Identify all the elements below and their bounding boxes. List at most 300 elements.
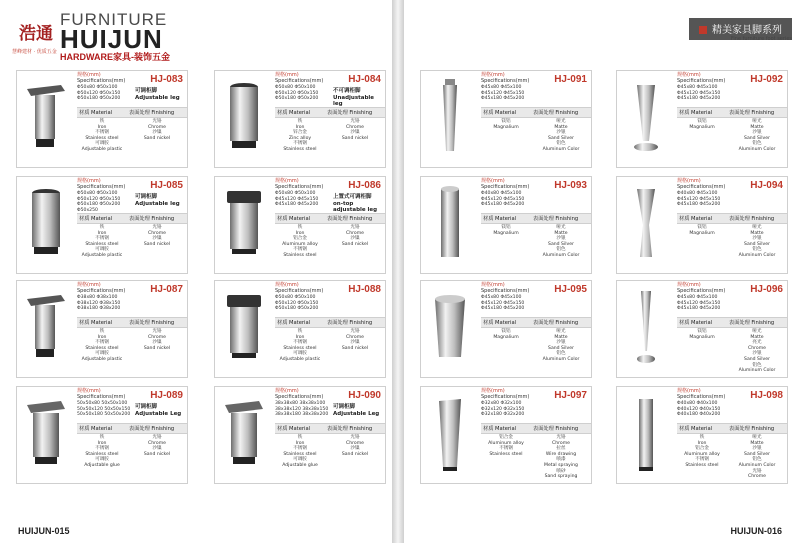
spec-dimension: Φ50x250 bbox=[77, 207, 98, 213]
table-header-band bbox=[275, 317, 385, 328]
product-name bbox=[135, 194, 187, 207]
finishing-list bbox=[531, 435, 591, 480]
brand-logo bbox=[16, 12, 56, 52]
material-line: 铝合金 bbox=[293, 236, 307, 242]
material-header: 材质 Material bbox=[277, 110, 311, 116]
spec-label-cn: 规格(mm) bbox=[481, 178, 505, 184]
spec-dimension: 50x50x180 50x50x200 bbox=[77, 412, 131, 418]
finishing-line: Sand nickel bbox=[143, 451, 171, 457]
finishing-header: 表面处理 Finishing bbox=[533, 110, 579, 116]
spec-dimension: Φ50x180 Φ50x200 bbox=[275, 96, 319, 102]
spec-dimension: Φ38x80 Φ38x100 bbox=[77, 295, 118, 300]
product-name-cn: 可调柜脚 bbox=[333, 404, 356, 410]
spec-dimension: Φ38x180 Φ38x200 bbox=[77, 306, 121, 312]
spec-label-cn: 规格(mm) bbox=[77, 388, 101, 394]
product-info bbox=[77, 71, 187, 167]
product-name-en: Unadjustable leg bbox=[333, 94, 374, 107]
table-header-band bbox=[481, 423, 591, 434]
product-card bbox=[616, 176, 788, 274]
finishing-line: 哑光 bbox=[556, 225, 566, 230]
spec-dimensions bbox=[77, 295, 141, 312]
material-line: Zinc alloy bbox=[288, 135, 312, 141]
material-line: Stainless steel bbox=[85, 345, 119, 351]
finishing-line: 沙镍 bbox=[152, 340, 162, 346]
material-header: 材质 Material bbox=[679, 216, 713, 222]
finishing-header: 表面处理 Finishing bbox=[729, 320, 775, 326]
product-info bbox=[481, 387, 591, 483]
spec-dimension: Φ45x180 Φ45x200 bbox=[481, 202, 525, 208]
material-line: Stainless steel bbox=[685, 462, 719, 468]
material-line: 可调胶 bbox=[293, 351, 307, 357]
furniture-leg-image bbox=[17, 387, 75, 483]
spec-dimension: Φ45x120 Φ45x150 bbox=[481, 90, 525, 96]
finishing-line: 沙银 bbox=[752, 130, 762, 136]
product-name-cn: 可调柜脚 bbox=[135, 194, 158, 200]
product-code: HJ-096 bbox=[750, 284, 783, 295]
finishing-line: 沙银 bbox=[556, 130, 566, 136]
spec-label-en: Specifications(mm) bbox=[677, 288, 726, 294]
finishing-line: 铝色 bbox=[752, 141, 762, 147]
spec-dimension: Φ45x120 Φ45x150 bbox=[677, 90, 721, 96]
finishing-header: 表面处理 Finishing bbox=[533, 426, 579, 432]
material-list bbox=[677, 119, 727, 130]
material-line: Iron bbox=[295, 440, 305, 446]
furniture-leg-image bbox=[421, 71, 479, 167]
product-card bbox=[16, 70, 188, 168]
finishing-list bbox=[325, 435, 385, 457]
spec-dimension: Φ45x180 Φ45x200 bbox=[275, 202, 319, 208]
spec-dimension: Φ50x120 Φ50x150 bbox=[275, 300, 319, 306]
spec-dimension: 38x38x180 38x38x200 bbox=[275, 412, 329, 418]
spec-dimension: Φ45x80 Φ45x100 bbox=[677, 295, 718, 300]
product-card bbox=[420, 70, 592, 168]
finishing-line: 沙银 bbox=[752, 446, 762, 452]
material-line: 不锈钢 bbox=[95, 236, 109, 242]
furniture-leg-image bbox=[215, 387, 273, 483]
furniture-leg-image bbox=[421, 387, 479, 483]
material-line: 铁 bbox=[297, 329, 303, 334]
finishing-line: Sand Silver bbox=[744, 356, 770, 362]
material-header: 材质 Material bbox=[79, 426, 113, 432]
spec-label-en: Specifications(mm) bbox=[481, 288, 530, 294]
material-line: 不锈钢 bbox=[293, 247, 307, 253]
finishing-line: 哑光 bbox=[752, 119, 762, 124]
material-line: Adjustable plastic bbox=[81, 252, 123, 258]
spec-dimension: Φ38x120 Φ38x150 bbox=[77, 300, 121, 306]
brand-furniture-text: FURNITURE bbox=[60, 10, 168, 29]
finishing-line: Aluminum Color bbox=[542, 356, 580, 362]
product-name-cn: 上置式可调柜脚 bbox=[333, 194, 372, 200]
finishing-line: 铝色 bbox=[752, 247, 762, 253]
finishing-line: 沙镍 bbox=[152, 236, 162, 242]
material-line: 可调胶 bbox=[95, 141, 109, 147]
furniture-leg-image bbox=[421, 281, 479, 377]
finishing-list bbox=[727, 435, 787, 480]
product-code: HJ-088 bbox=[348, 284, 381, 295]
finishing-line: 铝色 bbox=[556, 351, 566, 357]
spec-dimension: Φ45x120 Φ45x150 bbox=[481, 300, 525, 306]
spec-label-en: Specifications(mm) bbox=[275, 394, 324, 400]
finishing-line: Sand nickel bbox=[341, 135, 369, 141]
product-card bbox=[214, 280, 386, 378]
finishing-line: 拉丝 bbox=[556, 446, 566, 452]
spec-dimension: 38x38x80 38x38x100 bbox=[275, 401, 326, 406]
product-info bbox=[481, 71, 591, 167]
finishing-line: Sand nickel bbox=[341, 241, 369, 247]
spec-dimension: 50x50x80 50x50x100 bbox=[77, 401, 128, 406]
finishing-header: 表面处理 Finishing bbox=[129, 216, 175, 222]
furniture-leg-image bbox=[17, 71, 75, 167]
material-list bbox=[275, 225, 325, 259]
product-card bbox=[214, 386, 386, 484]
finishing-header: 表面处理 Finishing bbox=[729, 426, 775, 432]
logo-subtitle: 慧峰建材 · 优质五金 bbox=[12, 49, 57, 55]
product-code: HJ-086 bbox=[348, 180, 381, 191]
spec-label-cn: 规格(mm) bbox=[275, 388, 299, 394]
material-line: Aluminum alloy bbox=[282, 241, 318, 247]
material-line: 镁铝 bbox=[697, 119, 707, 124]
material-line: Adjustable plastic bbox=[279, 356, 321, 362]
spec-dimension: Φ40x80 Φ45x100 bbox=[677, 191, 718, 196]
table-header-band bbox=[77, 423, 187, 434]
material-line: Magnalium bbox=[493, 124, 519, 130]
finishing-header: 表面处理 Finishing bbox=[129, 320, 175, 326]
spec-dimensions bbox=[481, 295, 545, 312]
finishing-line: 沙银 bbox=[556, 340, 566, 346]
finishing-line: Sand Silver bbox=[548, 345, 574, 351]
brand-name: HUIJUN bbox=[60, 24, 163, 54]
material-list bbox=[481, 119, 531, 130]
material-list bbox=[677, 225, 727, 236]
material-line: Stainless steel bbox=[85, 241, 119, 247]
spec-label-en: Specifications(mm) bbox=[481, 184, 530, 190]
finishing-line: 光铬 bbox=[350, 329, 360, 334]
material-list bbox=[275, 329, 325, 363]
material-line: Iron bbox=[97, 334, 107, 340]
finishing-line: 光铬 bbox=[350, 435, 360, 440]
material-line: Iron bbox=[97, 440, 107, 446]
finishing-line: 沙银 bbox=[752, 351, 762, 357]
finishing-list bbox=[531, 225, 591, 259]
product-name-cn: 可调柜脚 bbox=[135, 404, 158, 410]
spec-label-en: Specifications(mm) bbox=[481, 394, 530, 400]
finishing-line: 哑光 bbox=[556, 329, 566, 334]
finishing-line: 铝色 bbox=[556, 247, 566, 253]
finishing-line: 铝色 bbox=[752, 362, 762, 368]
finishing-line: 光铬 bbox=[556, 435, 566, 440]
finishing-line: Chrome bbox=[147, 230, 167, 236]
material-line: Aluminum alloy bbox=[684, 451, 720, 457]
material-line: Iron bbox=[97, 230, 107, 236]
material-list bbox=[275, 435, 325, 469]
spec-dimension: Φ45x80 Φ45x100 bbox=[481, 85, 522, 90]
finishing-list bbox=[127, 329, 187, 351]
product-code: HJ-090 bbox=[348, 390, 381, 401]
product-code: HJ-091 bbox=[554, 74, 587, 85]
material-line: 不锈钢 bbox=[293, 340, 307, 346]
material-line: 铁 bbox=[297, 435, 303, 440]
furniture-leg-image bbox=[17, 177, 75, 273]
spec-dimension: Φ45x120 Φ45x150 bbox=[677, 300, 721, 306]
table-header-band bbox=[77, 213, 187, 224]
material-line: 可调胶 bbox=[95, 351, 109, 357]
finishing-line: Sand nickel bbox=[143, 135, 171, 141]
table-header-band bbox=[677, 107, 787, 118]
finishing-line: Chrome bbox=[147, 334, 167, 340]
finishing-line: 沙镍 bbox=[350, 236, 360, 242]
product-name bbox=[333, 88, 385, 108]
product-code: HJ-097 bbox=[554, 390, 587, 401]
material-line: 铁 bbox=[99, 119, 105, 124]
material-list bbox=[481, 225, 531, 236]
material-header: 材质 Material bbox=[277, 216, 311, 222]
product-info bbox=[275, 177, 385, 273]
product-card bbox=[420, 280, 592, 378]
spec-dimension: Φ45x80 Φ45x100 bbox=[481, 295, 522, 300]
furniture-leg-image bbox=[617, 177, 675, 273]
spec-dimension: Φ45x120 Φ45x150 bbox=[481, 196, 525, 202]
series-subtitle: Fine furniture foot series bbox=[730, 36, 792, 42]
finishing-line: 哑光 bbox=[752, 329, 762, 334]
finishing-list bbox=[127, 119, 187, 141]
finishing-line: 沙镍 bbox=[350, 340, 360, 346]
material-line: Stainless steel bbox=[85, 135, 119, 141]
spec-dimensions bbox=[275, 191, 339, 208]
material-line: 铁 bbox=[297, 225, 303, 230]
finishing-line: Chrome bbox=[345, 334, 365, 340]
table-header-band bbox=[481, 317, 591, 328]
finishing-header: 表面处理 Finishing bbox=[533, 320, 579, 326]
finishing-list bbox=[127, 435, 187, 457]
finishing-line: Metal spraying bbox=[544, 462, 578, 468]
product-info bbox=[677, 177, 787, 273]
spec-label-cn: 规格(mm) bbox=[77, 282, 101, 288]
table-header-band bbox=[275, 213, 385, 224]
finishing-header: 表面处理 Finishing bbox=[327, 426, 373, 432]
spec-dimensions bbox=[77, 401, 141, 418]
product-code: HJ-087 bbox=[150, 284, 183, 295]
finishing-line: Matte bbox=[750, 230, 764, 236]
product-code: HJ-092 bbox=[750, 74, 783, 85]
finishing-line: 光铬 bbox=[350, 119, 360, 124]
product-name bbox=[333, 404, 385, 417]
finishing-header: 表面处理 Finishing bbox=[129, 110, 175, 116]
finishing-line: Sand nickel bbox=[341, 345, 369, 351]
product-name-en: Adjustable leg bbox=[135, 200, 180, 207]
spec-label-cn: 规格(mm) bbox=[481, 282, 505, 288]
spec-dimensions bbox=[481, 191, 545, 208]
material-header: 材质 Material bbox=[483, 110, 517, 116]
spec-dimension: Φ40x80 Φ45x100 bbox=[481, 191, 522, 196]
spec-dimension: Φ45x180 Φ45x200 bbox=[481, 306, 525, 312]
spec-dimensions bbox=[677, 295, 741, 312]
material-line: Stainless steel bbox=[283, 345, 317, 351]
finishing-line: 光铬 bbox=[350, 225, 360, 230]
material-header: 材质 Material bbox=[79, 320, 113, 326]
finishing-line: Chrome bbox=[147, 440, 167, 446]
finishing-line: Matte bbox=[554, 124, 568, 130]
finishing-line: Chrome bbox=[345, 230, 365, 236]
spec-dimension: Φ32x180 Φ32x200 bbox=[481, 412, 525, 418]
table-header-band bbox=[275, 107, 385, 118]
product-code: HJ-089 bbox=[150, 390, 183, 401]
furniture-leg-image bbox=[617, 387, 675, 483]
finishing-line: 光铬 bbox=[152, 119, 162, 124]
series-title-text: 精美家具脚系列 bbox=[712, 25, 782, 36]
furniture-leg-image bbox=[215, 71, 273, 167]
material-header: 材质 Material bbox=[679, 110, 713, 116]
product-info bbox=[481, 177, 591, 273]
product-name-cn: 不可调柜脚 bbox=[333, 88, 361, 94]
material-header: 材质 Material bbox=[79, 216, 113, 222]
product-name bbox=[135, 404, 187, 417]
product-code: HJ-093 bbox=[554, 180, 587, 191]
material-line: Iron bbox=[295, 124, 305, 130]
material-line: Magnalium bbox=[493, 334, 519, 340]
material-line: 铁 bbox=[99, 225, 105, 230]
finishing-line: Aluminum Color bbox=[738, 252, 776, 258]
product-info bbox=[77, 387, 187, 483]
product-card bbox=[214, 176, 386, 274]
material-line: 镁铝 bbox=[501, 329, 511, 334]
material-line: 不锈钢 bbox=[293, 446, 307, 452]
spec-dimensions bbox=[275, 295, 339, 312]
finishing-line: Sand Silver bbox=[744, 241, 770, 247]
spec-label-en: Specifications(mm) bbox=[77, 288, 126, 294]
finishing-line: 亮光 bbox=[752, 340, 762, 346]
spec-label-en: Specifications(mm) bbox=[677, 78, 726, 84]
finishing-line: 沙银 bbox=[556, 236, 566, 242]
finishing-line: Matte bbox=[750, 334, 764, 340]
spec-label-en: Specifications(mm) bbox=[275, 184, 324, 190]
spec-label-cn: 规格(mm) bbox=[77, 178, 101, 184]
spec-dimension: Φ32x120 Φ32x150 bbox=[481, 406, 525, 412]
spec-label-cn: 规格(mm) bbox=[677, 388, 701, 394]
spec-label-cn: 规格(mm) bbox=[77, 72, 101, 78]
spec-dimension: Φ50x120 Φ50x150 bbox=[77, 196, 121, 202]
finishing-line: Aluminum Color bbox=[738, 462, 776, 468]
finishing-line: Chrome bbox=[345, 440, 365, 446]
material-line: Stainless steel bbox=[283, 252, 317, 258]
spec-label-cn: 规格(mm) bbox=[677, 178, 701, 184]
finishing-list bbox=[531, 119, 591, 153]
material-line: 铝合金 bbox=[499, 435, 513, 440]
finishing-list bbox=[727, 119, 787, 153]
finishing-line: 沙银 bbox=[752, 236, 762, 242]
finishing-line: 沙镍 bbox=[152, 446, 162, 452]
product-card bbox=[616, 280, 788, 378]
finishing-header: 表面处理 Finishing bbox=[729, 110, 775, 116]
material-line: 锌合金 bbox=[293, 130, 307, 136]
product-code: HJ-083 bbox=[150, 74, 183, 85]
finishing-header: 表面处理 Finishing bbox=[327, 216, 373, 222]
spec-dimension: Φ45x180 Φ45x200 bbox=[677, 96, 721, 102]
material-line: Iron bbox=[697, 440, 707, 446]
material-list bbox=[77, 329, 127, 363]
material-line: 镁铝 bbox=[501, 225, 511, 230]
product-name-en: Adjustable leg bbox=[135, 94, 180, 101]
product-info bbox=[77, 281, 187, 377]
material-header: 材质 Material bbox=[277, 426, 311, 432]
product-code: HJ-095 bbox=[554, 284, 587, 295]
table-header-band bbox=[77, 317, 187, 328]
finishing-line: Aluminum Color bbox=[542, 146, 580, 152]
spec-label-cn: 规格(mm) bbox=[677, 282, 701, 288]
finishing-header: 表面处理 Finishing bbox=[729, 216, 775, 222]
table-header-band bbox=[677, 423, 787, 434]
finishing-line: Chrome bbox=[747, 474, 767, 480]
finishing-line: Chrome bbox=[747, 345, 767, 351]
material-line: 不锈钢 bbox=[95, 446, 109, 452]
spec-dimensions bbox=[677, 85, 741, 102]
spec-dimension: Φ45x120 Φ45x150 bbox=[275, 196, 319, 202]
material-line: 可调胶 bbox=[293, 457, 307, 463]
spec-dimension: Φ50x80 Φ50x100 bbox=[77, 191, 118, 196]
furniture-leg-image bbox=[421, 177, 479, 273]
material-line: 可调胶 bbox=[95, 247, 109, 253]
finishing-line: 沙镍 bbox=[152, 130, 162, 136]
finishing-line: Chrome bbox=[147, 124, 167, 130]
finishing-list bbox=[727, 225, 787, 259]
finishing-header: 表面处理 Finishing bbox=[533, 216, 579, 222]
finishing-line: Aluminum Color bbox=[738, 146, 776, 152]
product-card bbox=[214, 70, 386, 168]
spec-dimension: Φ50x180 Φ50x200 bbox=[77, 96, 121, 102]
material-line: Iron bbox=[295, 230, 305, 236]
spec-dimension: Φ32x80 Φ32x100 bbox=[481, 401, 522, 406]
material-header: 材质 Material bbox=[483, 216, 517, 222]
material-line: Adjustable plastic bbox=[81, 146, 123, 152]
spec-dimensions bbox=[677, 191, 741, 208]
spec-dimensions bbox=[77, 191, 141, 213]
finishing-line: Matte bbox=[750, 440, 764, 446]
product-info bbox=[275, 281, 385, 377]
product-name bbox=[333, 194, 385, 214]
spec-dimensions bbox=[275, 401, 339, 418]
spec-dimension: 50x50x120 50x50x150 bbox=[77, 406, 131, 412]
material-line: Magnalium bbox=[689, 230, 715, 236]
material-header: 材质 Material bbox=[79, 110, 113, 116]
spec-dimension: Φ50x80 Φ50x100 bbox=[275, 191, 316, 196]
finishing-line: Matte bbox=[554, 334, 568, 340]
material-line: Iron bbox=[295, 334, 305, 340]
spec-label-cn: 规格(mm) bbox=[481, 388, 505, 394]
product-info bbox=[677, 387, 787, 483]
finishing-line: Sand nickel bbox=[143, 345, 171, 351]
finishing-list bbox=[325, 225, 385, 247]
furniture-leg-image bbox=[215, 177, 273, 273]
spec-dimension: Φ50x120 Φ50x150 bbox=[275, 90, 319, 96]
spec-dimension: Φ50x80 Φ50x100 bbox=[275, 295, 316, 300]
product-name-en: Adjustable Leg bbox=[333, 410, 380, 417]
material-line: 铁 bbox=[99, 435, 105, 440]
product-code: HJ-085 bbox=[150, 180, 183, 191]
material-line: Magnalium bbox=[493, 230, 519, 236]
left-page bbox=[0, 0, 392, 543]
product-info bbox=[677, 71, 787, 167]
finishing-line: Aluminum Color bbox=[738, 368, 776, 374]
finishing-line: 喷砂 bbox=[556, 468, 566, 474]
material-list bbox=[77, 119, 127, 153]
material-line: 不锈钢 bbox=[95, 340, 109, 346]
finishing-line: 光铬 bbox=[152, 435, 162, 440]
material-header: 材质 Material bbox=[277, 320, 311, 326]
product-code: HJ-094 bbox=[750, 180, 783, 191]
finishing-list bbox=[727, 329, 787, 374]
material-list bbox=[275, 119, 325, 153]
product-info bbox=[677, 281, 787, 377]
finishing-line: Sand Silver bbox=[744, 451, 770, 457]
